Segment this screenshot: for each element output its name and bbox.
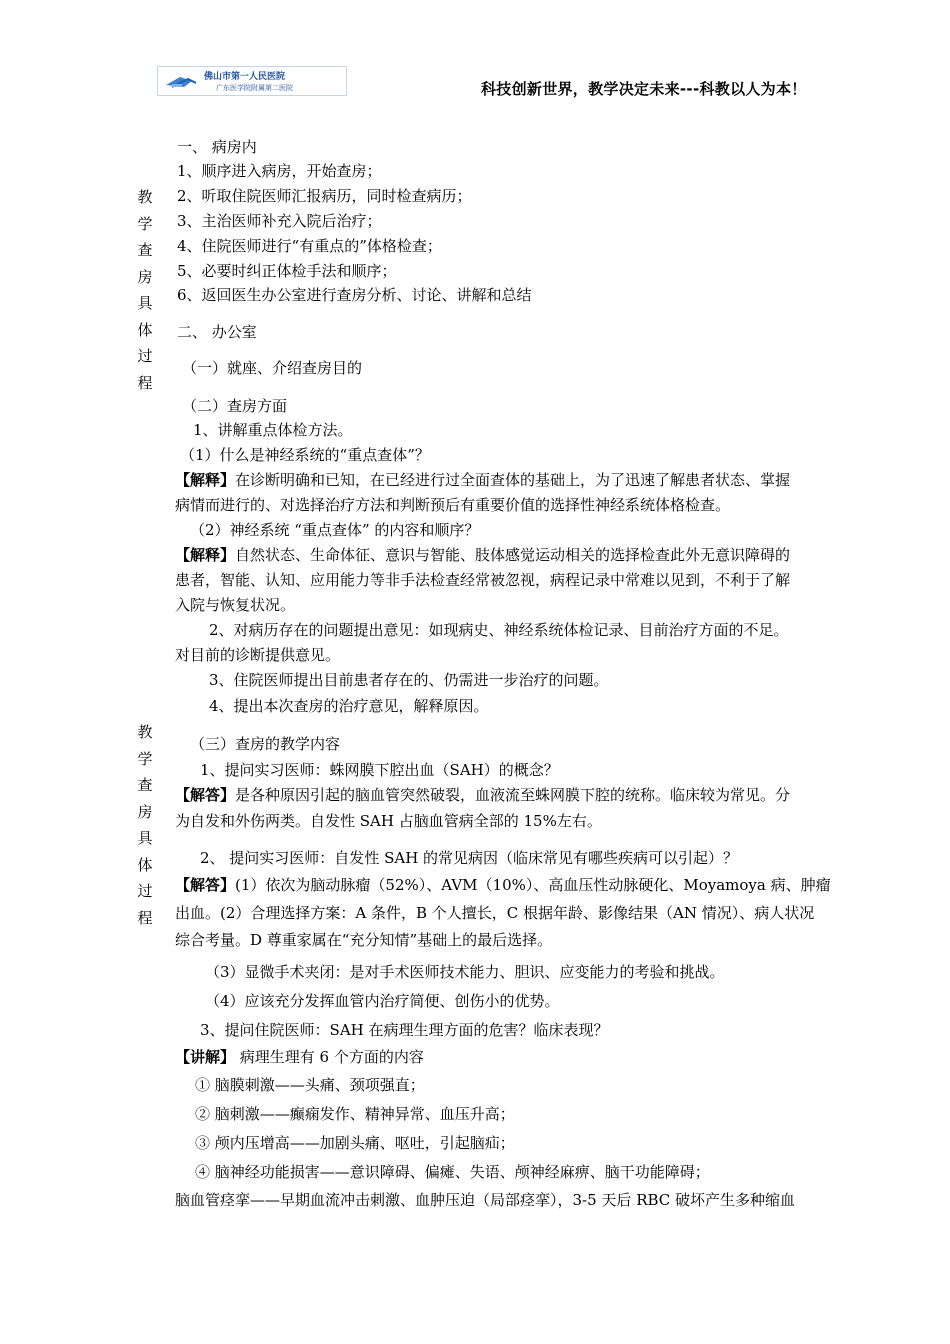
text-line xyxy=(177,211,382,231)
line-text: ① 脑膜刺激——头痛、颈项强直； xyxy=(195,1076,425,1094)
line-text: ③ 颅内压增高——加剧头痛、呕吐，引起脑疝； xyxy=(195,1134,515,1152)
line-text: 脑血管痉挛——早期血流冲击刺激、血肿压迫（局部痉挛），3-5 天后 RBC 破坏产生多种缩血 xyxy=(175,1191,796,1209)
line-text: 2、听取住院医师汇报病历，同时检查病历； xyxy=(177,187,472,205)
answer-tag: 【解答】 xyxy=(175,786,236,804)
line-text: ② 脑刺激——癫痫发作、精神异常、血压升高； xyxy=(195,1105,515,1123)
logo-text-line1: 佛山市第一人民医院 xyxy=(204,72,286,82)
text-line xyxy=(209,670,609,690)
side-label-char: 查 xyxy=(137,776,153,794)
text-line xyxy=(209,696,489,716)
text-line xyxy=(200,760,559,780)
side-label-char: 学 xyxy=(137,214,153,233)
text-line xyxy=(195,1133,515,1153)
side-label-char: 具 xyxy=(137,829,153,847)
line-text: 1、讲解重点体检方法。 xyxy=(193,421,353,439)
side-label-char: 具 xyxy=(137,294,153,312)
text-line xyxy=(175,545,790,565)
line-text: 二、 办公室 xyxy=(177,323,257,341)
side-label-char: 过 xyxy=(137,882,153,900)
line-text: （一）就座、介绍查房目的 xyxy=(182,359,363,377)
text-line xyxy=(177,322,257,342)
text-line xyxy=(177,137,257,157)
side-label-char: 教 xyxy=(137,723,153,741)
text-line xyxy=(195,1104,515,1124)
side-label-char: 程 xyxy=(137,373,153,392)
text-line xyxy=(175,1047,424,1067)
line-text: 综合考量。D 尊重家属在“充分知情”基础上的最后选择。 xyxy=(175,931,553,949)
text-line xyxy=(177,285,532,305)
line-text: 患者，智能、认知、应用能力等非手法检查经常被忽视，病程记录中常难以见到，不利于了解 xyxy=(175,571,791,589)
text-line xyxy=(177,161,382,181)
side-label-char: 教 xyxy=(137,188,153,206)
answer-tag: 【解释】 xyxy=(175,546,236,564)
line-text: 1、顺序进入病房，开始查房； xyxy=(177,162,382,180)
text-line xyxy=(182,396,287,416)
line-text: 是各种原因引起的脑血管突然破裂，血液流至蛛网膜下腔的统称。临床较为常见。分 xyxy=(235,786,791,804)
side-label-teaching-rounds-1 xyxy=(136,184,154,396)
line-text: 出血。(2）合理选择方案：A 条件，B 个人擅长，C 根据年龄、影像结果（AN 情况）、病人状况 xyxy=(175,904,815,922)
line-text: (1）依次为脑动脉瘤（52%）、AVM（10%）、高血压性动脉硬化、Moyamoya 病、肿瘤 xyxy=(235,876,831,894)
text-line xyxy=(175,903,814,923)
text-line xyxy=(195,1162,710,1182)
line-text: （3）显微手术夹闭：是对手术医师技术能力、胆识、应变能力的考验和挑战。 xyxy=(205,963,725,981)
line-text: 6、返回医生办公室进行查房分析、讨论、讲解和总结 xyxy=(177,286,532,304)
line-text: 2、对病历存在的问题提出意见：如现病史、神经系统体检记录、目前治疗方面的不足。 xyxy=(209,621,789,639)
side-label-char: 程 xyxy=(137,908,153,927)
header-slogan: 科技创新世界，教学决定未来---科教以人为本！ xyxy=(481,80,807,98)
text-line xyxy=(190,734,340,754)
line-text: 对目前的诊断提供意见。 xyxy=(175,646,341,664)
line-text: 2、 提问实习医师：自发性 SAH 的常见病因（临床常见有哪些疾病可以引起）？ xyxy=(200,849,739,867)
side-label-char: 体 xyxy=(137,320,153,339)
side-label-char: 学 xyxy=(137,749,153,768)
logo-text-line2: 广东医学院附属第二医院 xyxy=(216,84,293,92)
text-line xyxy=(175,785,790,805)
text-line xyxy=(175,470,790,490)
text-line xyxy=(177,261,397,281)
hospital-logo xyxy=(157,66,347,96)
text-line xyxy=(209,620,789,640)
text-line xyxy=(200,848,738,868)
line-text: 3、住院医师提出目前患者存在的、仍需进一步治疗的问题。 xyxy=(209,671,609,689)
line-text: 自然状态、生命体征、意识与智能、肢体感觉运动相关的选择检查此外无意识障碍的 xyxy=(235,546,791,564)
line-text: 4、提出本次查房的治疗意见，解释原因。 xyxy=(209,697,489,715)
line-text: 病情而进行的、对选择治疗方法和判断预后有重要价值的选择性神经系统体格检查。 xyxy=(175,496,731,514)
line-text: 病理生理有 6 个方面的内容 xyxy=(235,1048,424,1066)
text-line xyxy=(205,991,560,1011)
line-text: 5、必要时纠正体检手法和顺序； xyxy=(177,262,397,280)
side-label-char: 房 xyxy=(137,802,153,821)
line-text: 3、主治医师补充入院后治疗； xyxy=(177,212,382,230)
text-line xyxy=(177,236,442,256)
text-line xyxy=(200,1020,609,1040)
line-text: （1）什么是神经系统的“重点查体”？ xyxy=(180,446,430,464)
side-label-teaching-rounds-2 xyxy=(136,719,154,931)
answer-tag: 【讲解】 xyxy=(175,1048,236,1066)
line-text: 一、 病房内 xyxy=(177,138,257,156)
text-line xyxy=(175,875,831,895)
text-line xyxy=(175,811,602,831)
line-text: （二）查房方面 xyxy=(182,397,288,415)
answer-tag: 【解答】 xyxy=(175,876,236,894)
text-line xyxy=(175,645,340,665)
text-line xyxy=(180,445,430,465)
line-text: 为自发和外伤两类。自发性 SAH 占脑血管病全部的 15%左右。 xyxy=(175,812,602,830)
line-text: ④ 脑神经功能损害——意识障碍、偏瘫、失语、颅神经麻痹、脑干功能障碍； xyxy=(195,1163,710,1181)
text-line xyxy=(177,186,472,206)
text-line xyxy=(175,1190,795,1210)
side-label-char: 查 xyxy=(137,241,153,259)
line-text: （4）应该充分发挥血管内治疗简便、创伤小的优势。 xyxy=(205,992,560,1010)
line-text: 1、提问实习医师：蛛网膜下腔出血（SAH）的概念？ xyxy=(200,761,559,779)
side-label-char: 过 xyxy=(137,347,153,365)
line-text: （2）神经系统 “重点查体” 的内容和顺序？ xyxy=(190,521,480,539)
answer-tag: 【解释】 xyxy=(175,471,236,489)
line-text: 入院与恢复状况。 xyxy=(175,596,296,614)
text-line xyxy=(195,1075,425,1095)
hospital-logo-graphic xyxy=(158,67,346,95)
line-text: 3、提问住院医师：SAH 在病理生理方面的危害？临床表现？ xyxy=(200,1021,609,1039)
line-text: 4、住院医师进行“有重点的”体格检查； xyxy=(177,237,442,255)
text-line xyxy=(182,358,362,378)
text-line xyxy=(175,570,790,590)
side-label-char: 体 xyxy=(137,855,153,874)
text-line xyxy=(193,420,353,440)
text-line xyxy=(175,930,552,950)
side-label-char: 房 xyxy=(137,267,153,286)
text-line xyxy=(190,520,479,540)
text-line xyxy=(175,495,730,515)
line-text: （三）查房的教学内容 xyxy=(190,735,341,753)
text-line xyxy=(175,595,295,615)
text-line xyxy=(205,962,725,982)
line-text: 在诊断明确和已知，在已经进行过全面查体的基础上，为了迅速了解患者状态、掌握 xyxy=(235,471,791,489)
